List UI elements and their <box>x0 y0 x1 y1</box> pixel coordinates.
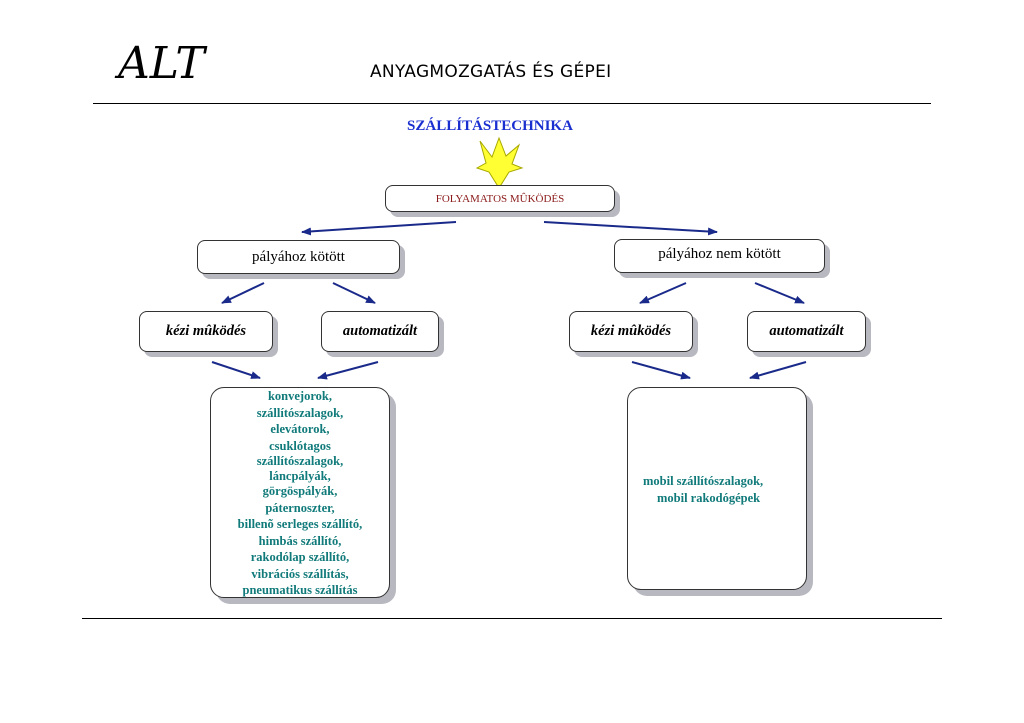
list-item: pneumatikus szállítás <box>242 583 358 597</box>
list-item: szállítószalagok, <box>256 405 344 420</box>
list-item: vibrációs szállítás, <box>251 566 349 581</box>
list-item: billenõ serleges szállító, <box>237 517 363 531</box>
list-item: szállítószalagok, <box>256 454 344 468</box>
arrow-root-left <box>302 222 456 232</box>
list-item: konvejorok, <box>267 389 332 403</box>
leaf-right-manual: kézi mûködés <box>569 311 693 352</box>
list-item: páternoszter, <box>265 500 335 515</box>
list-item: elevátorok, <box>270 422 330 436</box>
list-item: láncpályák, <box>269 469 331 483</box>
arrow-left-auto <box>333 283 375 303</box>
root-node: FOLYAMATOS MÛKÖDÉS <box>385 185 615 212</box>
list-item: görgöspályák, <box>262 484 338 498</box>
arrow-right-manual <box>640 283 686 303</box>
list-item: rakodólap szállító, <box>250 550 350 564</box>
branch-node-track-bound: pályához kötött <box>197 240 400 274</box>
arrow-right-manual-list <box>632 362 690 378</box>
branch-node-track-free: pályához nem kötött <box>614 239 825 273</box>
page-title: ANYAGMOZGATÁS ÉS GÉPEI <box>370 62 612 82</box>
arrow-left-manual-list <box>212 362 260 378</box>
list-item: mobil szállítószalagok, <box>643 474 764 488</box>
leaf-left-manual: kézi mûködés <box>139 311 273 352</box>
list-item: mobil rakodógépek <box>657 490 761 505</box>
list-item: csuklótagos <box>269 438 331 453</box>
leaf-left-auto: automatizált <box>321 311 439 352</box>
arrow-right-auto <box>755 283 804 303</box>
arrow-left-auto-list <box>318 362 378 378</box>
footer-divider <box>82 618 942 619</box>
logo: ALT <box>118 38 205 89</box>
leaf-right-auto: automatizált <box>747 311 866 352</box>
arrow-right-auto-list <box>750 362 806 378</box>
list-item: himbás szállító, <box>258 533 342 548</box>
arrow-left-manual <box>222 283 264 303</box>
right-equipment-items <box>637 473 797 506</box>
diagram-title: SZÁLLÍTÁSTECHNIKA <box>407 118 573 134</box>
left-equipment-items <box>205 388 395 599</box>
arrow-root-right <box>544 222 717 232</box>
star-arrow-icon <box>477 138 522 188</box>
